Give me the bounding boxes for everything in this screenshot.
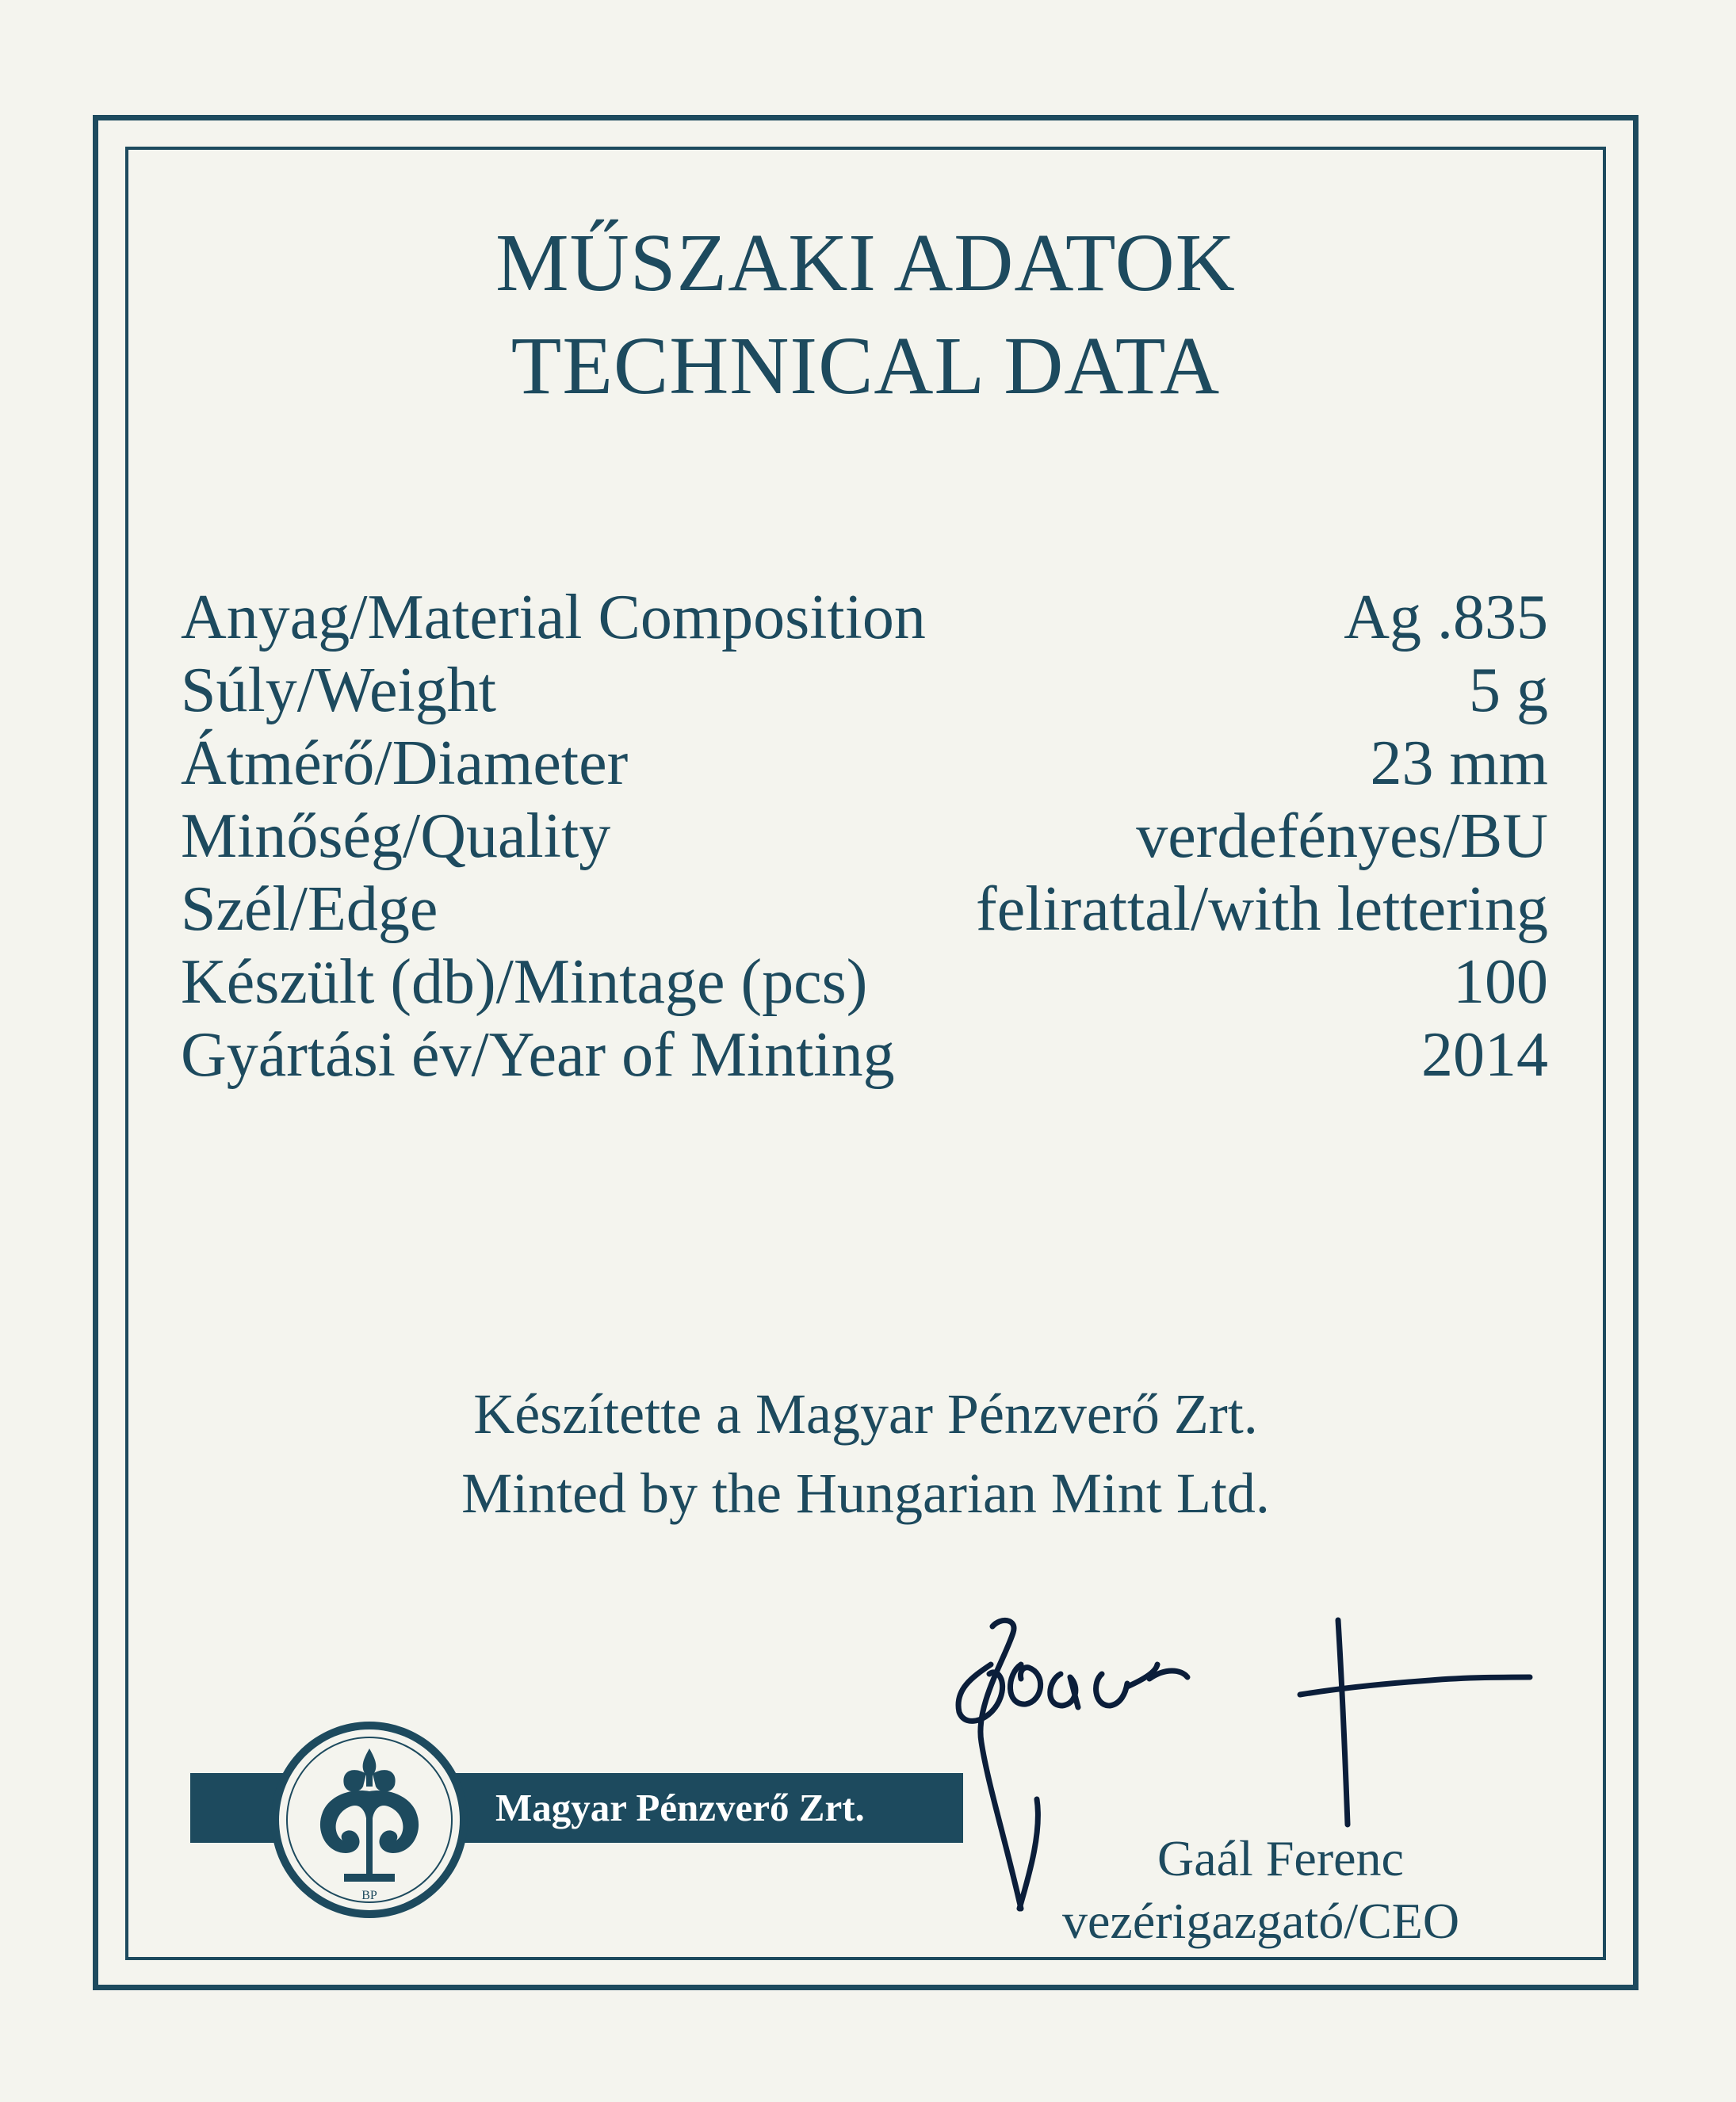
- spec-row: [181, 581, 1548, 654]
- signature: [943, 1601, 1538, 1942]
- spec-value: Ag .835: [1344, 583, 1548, 652]
- spec-row: [181, 873, 1548, 946]
- spec-label: Gyártási év/Year of Minting: [181, 1020, 895, 1090]
- spec-row: [181, 800, 1548, 873]
- spec-label: Szél/Edge: [181, 874, 438, 944]
- signer-name: Gaál Ferenc: [1157, 1830, 1404, 1886]
- spec-value: 5 g: [1469, 655, 1548, 725]
- spec-value: 100: [1453, 947, 1548, 1017]
- title-english: TECHNICAL DATA: [510, 320, 1221, 411]
- spec-label: Anyag/Material Composition: [181, 583, 926, 652]
- spec-row: [181, 654, 1548, 727]
- spec-label: Súly/Weight: [181, 655, 497, 725]
- spec-row: [181, 727, 1548, 800]
- signer-title: vezérigazgató/CEO: [1062, 1893, 1460, 1949]
- spec-row: [181, 946, 1548, 1019]
- title-hungarian: MŰSZAKI ADATOK: [495, 217, 1236, 308]
- spec-label: Átmérő/Diameter: [181, 728, 629, 798]
- spec-label: Minőség/Quality: [181, 801, 611, 871]
- spec-table: [181, 581, 1548, 1091]
- mint-mark: BP: [361, 1889, 377, 1902]
- fleur-de-lis-icon: [268, 1718, 471, 1921]
- spec-label: Készült (db)/Mintage (pcs): [181, 947, 868, 1017]
- minted-by-hungarian: Készítette a Magyar Pénzverő Zrt.: [473, 1382, 1258, 1446]
- spec-value: 23 mm: [1370, 728, 1548, 798]
- spec-value: 2014: [1421, 1020, 1548, 1090]
- spec-value: felirattal/with lettering: [976, 874, 1548, 944]
- minted-by-english: Minted by the Hungarian Mint Ltd.: [461, 1462, 1270, 1525]
- spec-row: [181, 1019, 1548, 1091]
- mint-name: Magyar Pénzverő Zrt.: [495, 1786, 865, 1829]
- spec-value: verdefényes/BU: [1136, 801, 1548, 871]
